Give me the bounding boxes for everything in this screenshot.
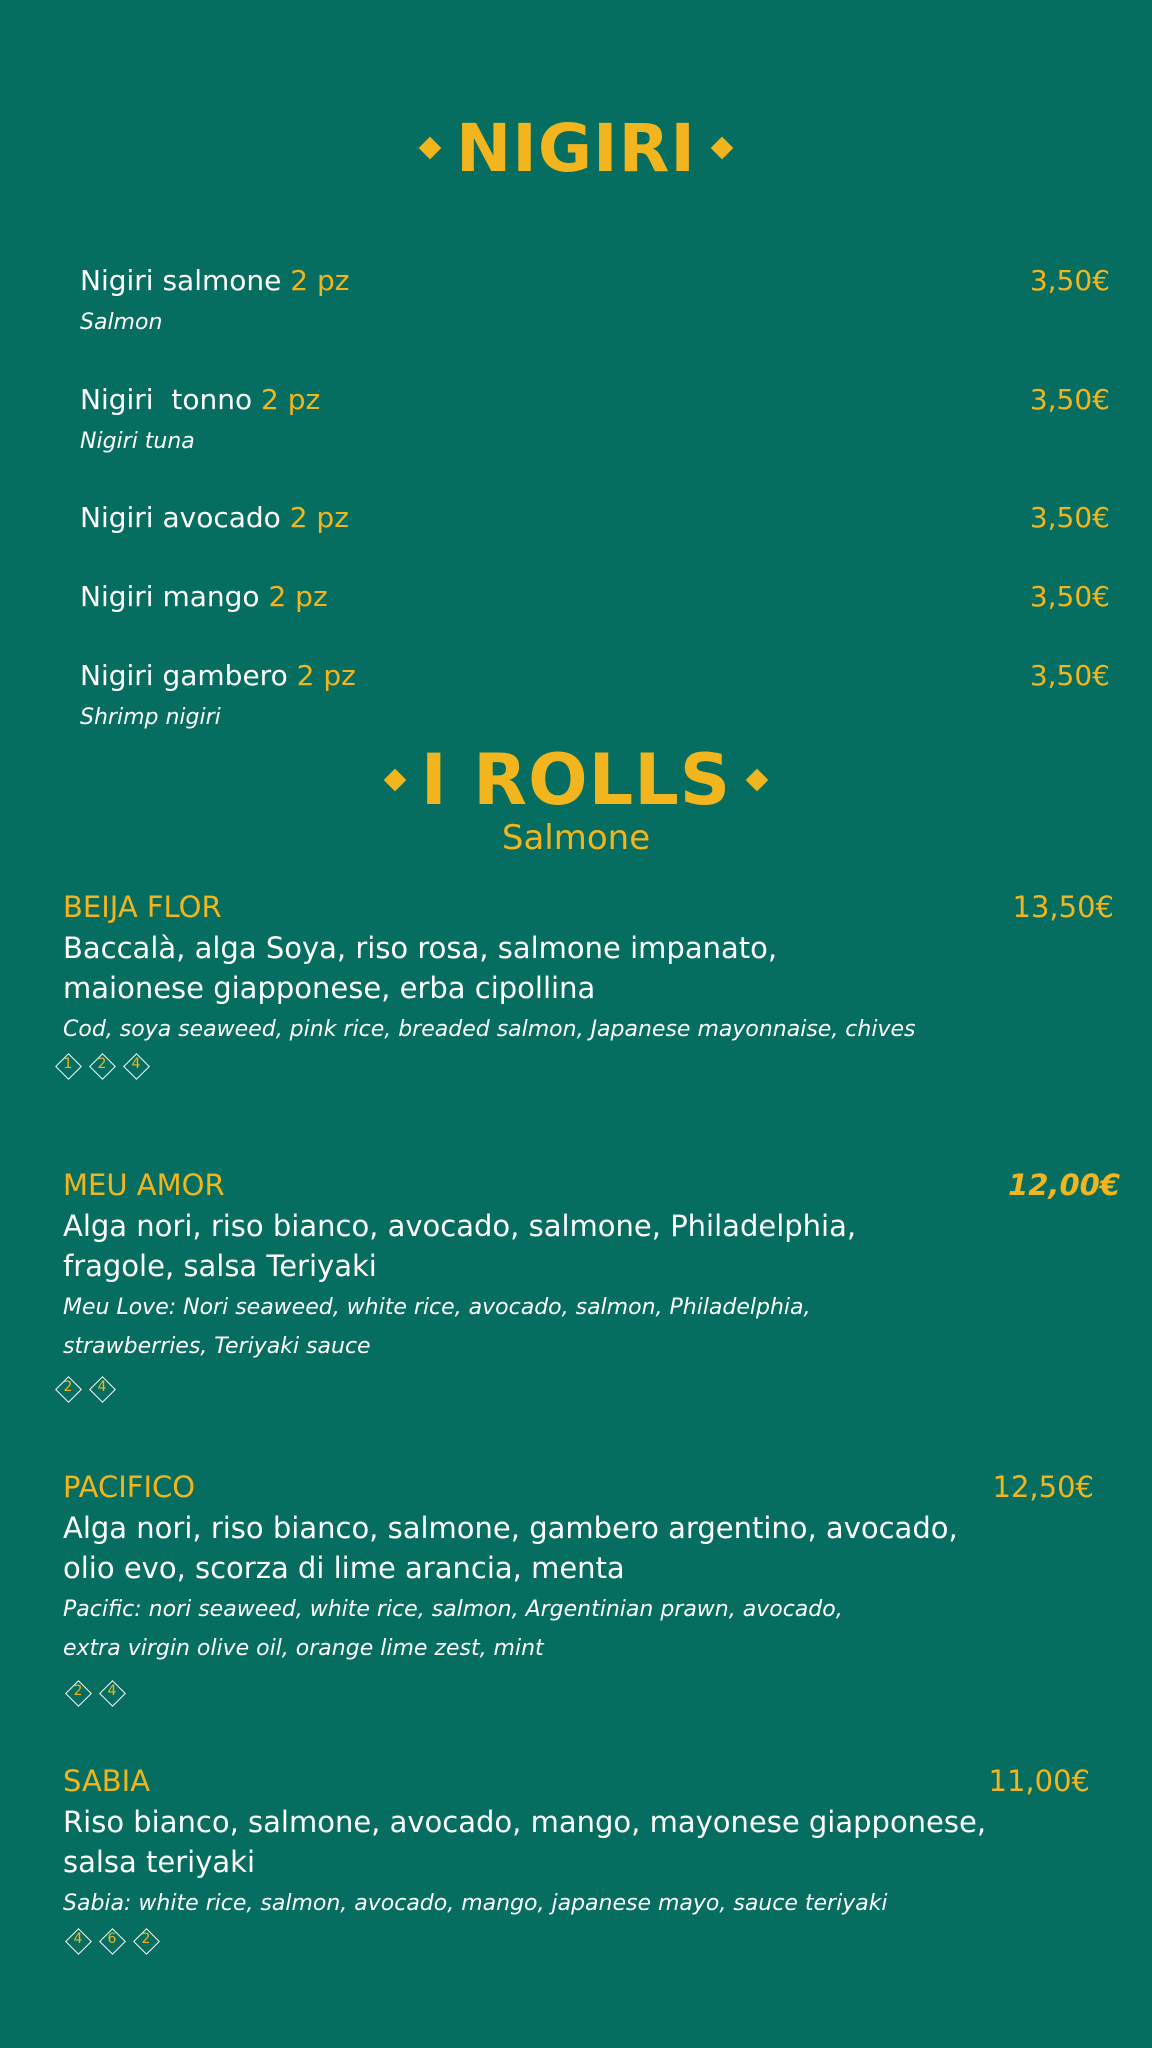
roll-name: PACIFICO [63, 1470, 196, 1504]
nigiri-section-title [0, 108, 1152, 188]
roll-english-line: Cod, soya seaweed, pink rice, breaded salmon, Japanese mayonnaise, chives [63, 1017, 916, 1042]
nigiri-name-text: Nigiri gambero [80, 659, 288, 692]
diamond-ornament-icon [419, 137, 442, 160]
nigiri-item-name [80, 501, 349, 534]
allergen-code: 4 [73, 1931, 83, 1947]
roll-english-description [63, 1010, 1023, 1049]
roll-english-line: Sabia: white rice, salmon, avocado, mango, japanese mayo, sauce teriyaki [63, 1891, 888, 1916]
rolls-subtitle: Salmone [501, 818, 651, 858]
nigiri-name-text: Nigiri tonno [80, 383, 253, 416]
nigiri-title-text: NIGIRI [456, 109, 696, 187]
roll-price: 12,50€ [992, 1470, 1094, 1504]
allergen-code: 2 [73, 1683, 83, 1699]
diamond-ornament-icon [711, 137, 734, 160]
nigiri-price: 3,50€ [1029, 659, 1110, 692]
roll-price: 12,00€ [1008, 1168, 1120, 1202]
allergen-list [56, 1377, 124, 1401]
roll-name: BEIJA FLOR [63, 890, 222, 924]
diamond-ornament-icon [746, 769, 769, 792]
allergen-diamond-icon [90, 1054, 114, 1078]
nigiri-name-text: Nigiri mango [80, 580, 260, 613]
allergen-diamond-icon [66, 1929, 90, 1953]
roll-italian-line: olio evo, scorza di lime arancia, menta [63, 1551, 625, 1585]
roll-italian-description [63, 1508, 1023, 1588]
allergen-code: 2 [141, 1931, 151, 1947]
roll-english-description [63, 1288, 1023, 1366]
roll-italian-description [63, 928, 1023, 1008]
roll-italian-description [63, 1206, 1023, 1286]
roll-italian-line: Baccalà, alga Soya, riso rosa, salmone impanato, [63, 931, 778, 965]
roll-price: 13,50€ [1012, 890, 1114, 924]
roll-english-description [63, 1884, 1023, 1923]
rolls-title-text: I ROLLS [420, 739, 732, 821]
roll-italian-line: salsa teriyaki [63, 1845, 256, 1879]
allergen-diamond-icon [100, 1929, 124, 1953]
allergen-code: 6 [107, 1931, 117, 1947]
nigiri-qty: 2 pz [268, 580, 328, 613]
allergen-code: 2 [97, 1056, 107, 1072]
allergen-diamond-icon [56, 1377, 80, 1401]
allergen-code: 1 [63, 1056, 73, 1072]
roll-italian-line: fragole, salsa Teriyaki [63, 1249, 377, 1283]
allergen-diamond-icon [124, 1054, 148, 1078]
nigiri-english-name: Shrimp nigiri [80, 705, 221, 730]
roll-price: 11,00€ [988, 1764, 1090, 1798]
nigiri-item-name [80, 580, 328, 613]
allergen-diamond-icon [134, 1929, 158, 1953]
nigiri-qty: 2 pz [290, 264, 350, 297]
nigiri-price: 3,50€ [1029, 264, 1110, 297]
allergen-list [66, 1681, 134, 1705]
roll-name: MEU AMOR [63, 1168, 225, 1202]
nigiri-item-name [80, 264, 349, 297]
roll-english-description [63, 1590, 1023, 1668]
allergen-diamond-icon [56, 1054, 80, 1078]
roll-english-line: extra virgin olive oil, orange lime zest, mint [63, 1636, 544, 1661]
roll-english-line: Pacific: nori seaweed, white rice, salmon, Argentinian prawn, avocado, [63, 1597, 843, 1622]
nigiri-item-name [80, 659, 356, 692]
nigiri-item-name [80, 383, 320, 416]
allergen-diamond-icon [90, 1377, 114, 1401]
allergen-code: 4 [131, 1056, 141, 1072]
nigiri-name-text: Nigiri avocado [80, 501, 281, 534]
nigiri-name-text: Nigiri salmone [80, 264, 282, 297]
nigiri-qty: 2 pz [261, 383, 321, 416]
roll-italian-line: maionese giapponese, erba cipollina [63, 971, 596, 1005]
allergen-list [66, 1929, 168, 1953]
allergen-diamond-icon [66, 1681, 90, 1705]
roll-italian-description [63, 1802, 1023, 1882]
allergen-code: 4 [97, 1379, 107, 1395]
nigiri-english-name: Nigiri tuna [80, 429, 195, 454]
allergen-code: 4 [107, 1683, 117, 1699]
roll-italian-line: Alga nori, riso bianco, salmone, gambero argentino, avocado, [63, 1511, 958, 1545]
nigiri-price: 3,50€ [1029, 580, 1110, 613]
nigiri-price: 3,50€ [1029, 501, 1110, 534]
roll-english-line: strawberries, Teriyaki sauce [63, 1334, 371, 1359]
nigiri-qty: 2 pz [296, 659, 356, 692]
nigiri-price: 3,50€ [1029, 383, 1110, 416]
nigiri-qty: 2 pz [289, 501, 349, 534]
roll-italian-line: Riso bianco, salmone, avocado, mango, mayonese giapponese, [63, 1805, 987, 1839]
roll-name: SABIA [63, 1764, 151, 1798]
allergen-code: 2 [63, 1379, 73, 1395]
nigiri-english-name: Salmon [80, 310, 163, 335]
roll-english-line: Meu Love: Nori seaweed, white rice, avocado, salmon, Philadelphia, [63, 1295, 811, 1320]
rolls-section-title [0, 740, 1152, 820]
roll-italian-line: Alga nori, riso bianco, avocado, salmone, Philadelphia, [63, 1209, 857, 1243]
allergen-diamond-icon [100, 1681, 124, 1705]
allergen-list [56, 1054, 158, 1078]
diamond-ornament-icon [383, 769, 406, 792]
